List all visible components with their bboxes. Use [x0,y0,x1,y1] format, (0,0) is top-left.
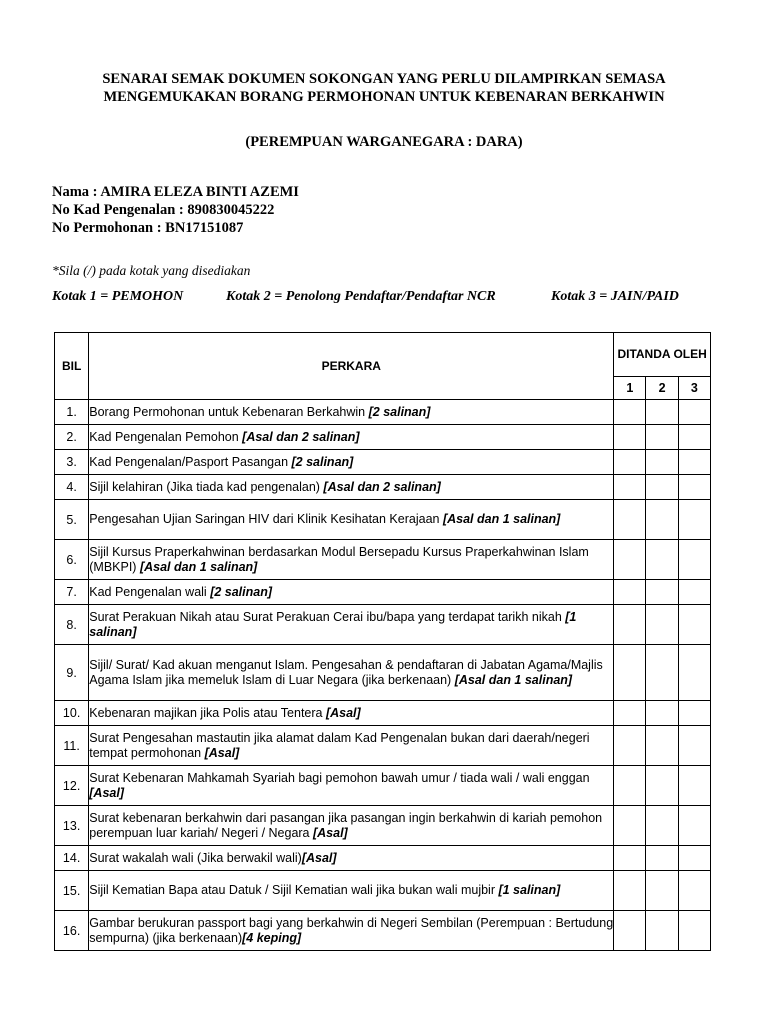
table-row [55,605,711,645]
item-copies-note: [Asal dan 2 salinan] [323,479,441,494]
row-item [89,726,614,766]
header-perkara: PERKARA [89,333,614,400]
table-row [55,500,711,540]
item-copies-note: [1 salinan] [89,609,577,639]
item-description: Surat Pengesahan mastautin jika alamat dalam Kad Pengenalan bukan dari daerah/negeri tempat permohonan [89,730,594,760]
row-item [89,580,614,605]
table-row [55,911,711,951]
row-item [89,806,614,846]
row-number: 6. [55,540,89,580]
header-box-1: 1 [614,377,646,400]
table-row [55,701,711,726]
row-number: 3. [55,450,89,475]
table-row [55,766,711,806]
checkbox-3[interactable] [678,846,710,871]
row-number: 4. [55,475,89,500]
row-item [89,475,614,500]
row-number: 13. [55,806,89,846]
item-description: Kad Pengenalan wali [89,584,211,599]
header-bil: BIL [55,333,89,400]
checkbox-2[interactable] [646,645,678,701]
item-copies-note: [2 salinan] [291,454,354,469]
checkbox-2[interactable] [646,425,678,450]
checkbox-1[interactable] [614,766,646,806]
item-copies-note: [Asal] [312,825,348,840]
row-item [89,500,614,540]
checkbox-1[interactable] [614,846,646,871]
checkbox-1[interactable] [614,580,646,605]
table-row [55,400,711,425]
item-copies-note: [2 salinan] [210,584,273,599]
header-box-3: 3 [678,377,710,400]
checkbox-2[interactable] [646,400,678,425]
checkbox-3[interactable] [678,701,710,726]
checkbox-3[interactable] [678,806,710,846]
checkbox-2[interactable] [646,500,678,540]
row-item [89,645,614,701]
checkbox-1[interactable] [614,645,646,701]
row-item [89,605,614,645]
item-description: Sijil Kematian Bapa atau Datuk / Sijil Kematian wali jika bukan wali mujbir [89,883,499,897]
checkbox-2[interactable] [646,871,678,911]
item-description: Sijil kelahiran (Jika tiada kad pengenalan) [89,479,324,494]
row-number: 8. [55,605,89,645]
item-description: Kad Pengenalan/Pasport Pasangan [89,454,292,469]
checkbox-3[interactable] [678,475,710,500]
checkbox-1[interactable] [614,871,646,911]
legend-box-3: Kotak 3 = JAIN/PAID [551,289,679,304]
row-item [89,701,614,726]
row-number: 11. [55,726,89,766]
applicant-ic-number: No Kad Pengenalan : 890830045222 [52,202,275,218]
checkbox-1[interactable] [614,540,646,580]
table-row [55,475,711,500]
item-description: Surat wakalah wali (Jika berwakil wali) [89,850,302,865]
item-description: Kebenaran majikan jika Polis atau Tentera [89,705,326,720]
row-number: 5. [55,500,89,540]
row-item [89,846,614,871]
checkbox-3[interactable] [678,540,710,580]
document-title-line-2: MENGEMUKAKAN BORANG PERMOHONAN UNTUK KEBENARAN BERKAHWIN [103,89,665,105]
table-row [55,846,711,871]
table-row [55,806,711,846]
checkbox-3[interactable] [678,500,710,540]
legend-box-1: Kotak 1 = PEMOHON [52,289,184,304]
checkbox-2[interactable] [646,911,678,951]
table-row [55,726,711,766]
checkbox-3[interactable] [678,871,710,911]
item-description: Sijil/ Surat/ Kad akuan menganut Islam. Pengesahan & pendaftaran di Jabatan Agama/Majlis Agama Islam jika memeluk Islam di Luar Negara (jika berkenaan) [89,657,606,687]
item-copies-note: [Asal] [325,705,361,720]
header-box-2: 2 [646,377,678,400]
checkbox-1[interactable] [614,911,646,951]
checkbox-1[interactable] [614,701,646,726]
row-item [89,540,614,580]
checkbox-3[interactable] [678,645,710,701]
legend-box-2: Kotak 2 = Penolong Pendaftar/Pendaftar NCR [226,289,496,304]
checkbox-3[interactable] [678,400,710,425]
checkbox-3[interactable] [678,425,710,450]
checkbox-1[interactable] [614,726,646,766]
checkbox-3[interactable] [678,766,710,806]
item-copies-note: [Asal dan 2 salinan] [242,429,360,444]
item-description: Surat kebenaran berkahwin dari pasangan jika pasangan ingin berkahwin di kariah pemohon perempuan luar kariah/ Negeri / Negara [89,810,606,840]
table-row [55,871,711,911]
table-row [55,425,711,450]
checkbox-2[interactable] [646,766,678,806]
checkbox-3[interactable] [678,605,710,645]
document-title-line-1: SENARAI SEMAK DOKUMEN SOKONGAN YANG PERLU DILAMPIRKAN SEMASA [102,71,666,87]
row-item [89,871,614,911]
table-row [55,450,711,475]
row-number: 7. [55,580,89,605]
checkbox-2[interactable] [646,726,678,766]
table-row [55,645,711,701]
application-number: No Permohonan : BN17151087 [52,220,244,236]
checkbox-3[interactable] [678,450,710,475]
checklist-table [54,332,711,951]
item-copies-note: [1 salinan] [498,883,561,897]
table-row [55,540,711,580]
document-subtitle: (PEREMPUAN WARGANEGARA : DARA) [245,134,523,150]
checkbox-1[interactable] [614,806,646,846]
checkbox-2[interactable] [646,701,678,726]
checkbox-2[interactable] [646,580,678,605]
table-row [55,580,711,605]
checkbox-3[interactable] [678,726,710,766]
checkbox-2[interactable] [646,475,678,500]
row-number: 1. [55,400,89,425]
row-item [89,400,614,425]
instruction-note: *Sila (/) pada kotak yang disediakan [52,263,251,278]
item-description: Gambar berukuran passport bagi yang berkahwin di Negeri Sembilan (Perempuan : Bertudung sempurna) (jika berkenaan) [89,915,617,945]
checkbox-1[interactable] [614,450,646,475]
checkbox-1[interactable] [614,400,646,425]
row-number: 2. [55,425,89,450]
item-copies-note: [4 keping] [242,930,302,945]
header-ditanda-oleh: DITANDA OLEH [614,333,711,377]
item-description: Kad Pengenalan Pemohon [89,429,243,444]
checkbox-2[interactable] [646,540,678,580]
checkbox-1[interactable] [614,475,646,500]
item-description: Surat Kebenaran Mahkamah Syariah bagi pemohon bawah umur / tiada wali / wali enggan [89,770,594,785]
row-number: 9. [55,645,89,701]
checkbox-2[interactable] [646,605,678,645]
row-number: 14. [55,846,89,871]
checkbox-1[interactable] [614,605,646,645]
row-item [89,450,614,475]
checkbox-1[interactable] [614,500,646,540]
checkbox-1[interactable] [614,425,646,450]
item-description: Pengesahan Ujian Saringan HIV dari Klinik Kesihatan Kerajaan [89,512,443,526]
row-number: 10. [55,701,89,726]
checkbox-2[interactable] [646,846,678,871]
checkbox-3[interactable] [678,911,710,951]
item-description: Sijil Kursus Praperkahwinan berdasarkan Modul Bersepadu Kursus Praperkahwinan Islam (MBKPI) [89,544,593,574]
row-item [89,911,617,951]
item-copies-note: [2 salinan] [368,404,431,419]
applicant-name: Nama : AMIRA ELEZA BINTI AZEMI [52,184,299,200]
item-copies-note: [Asal dan 1 salinan] [454,672,573,687]
item-copies-note: [Asal dan 1 salinan] [139,559,258,574]
checkbox-2[interactable] [646,806,678,846]
checkbox-2[interactable] [646,450,678,475]
row-number: 15. [55,871,89,911]
row-number: 16. [55,911,89,951]
item-copies-note: [Asal dan 1 salinan] [442,512,561,526]
item-copies-note: [Asal] [89,785,124,800]
row-item [89,766,614,806]
row-number: 12. [55,766,89,806]
checkbox-3[interactable] [678,580,710,605]
row-item [89,425,614,450]
item-description: Borang Permohonan untuk Kebenaran Berkahwin [89,404,369,419]
item-copies-note: [Asal] [204,745,240,760]
item-description: Surat Perakuan Nikah atau Surat Perakuan Cerai ibu/bapa yang terdapat tarikh nikah [89,609,566,624]
item-copies-note: [Asal] [301,850,337,865]
